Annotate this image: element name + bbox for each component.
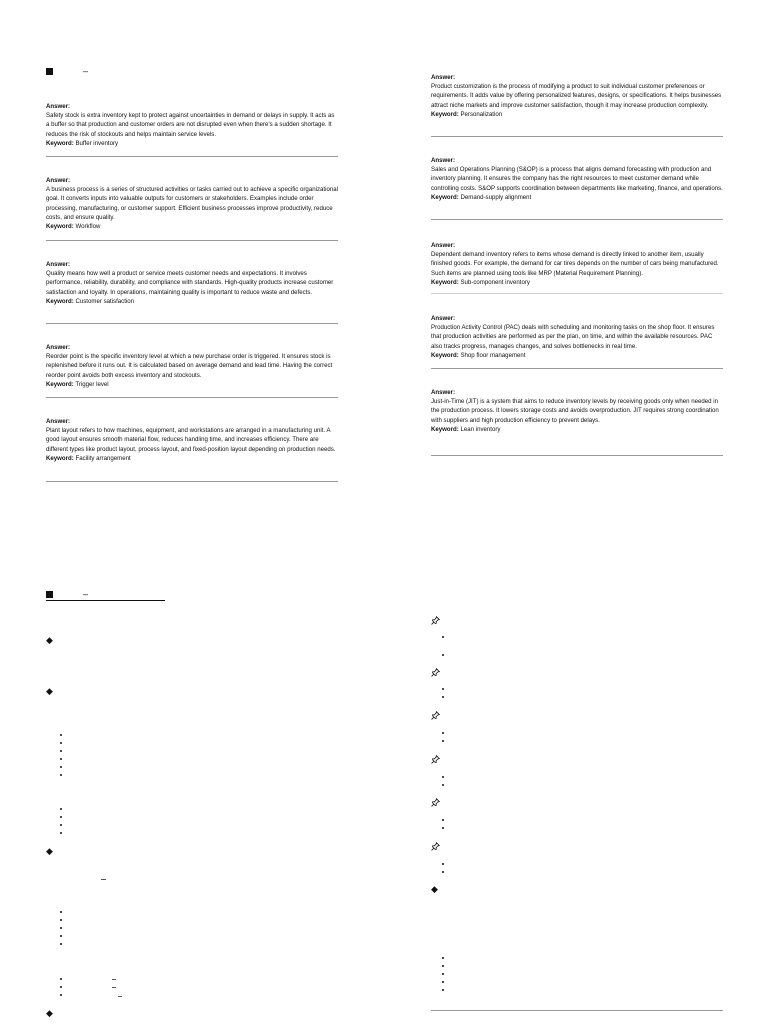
bullet-dot-icon [60, 927, 62, 929]
answer-text: Quality means how well a product or service meets customer needs and expectations. It involves performance, reliability, durability, and compliance with standards. High-quality products increase customer satisfaction and loyalty. In operations, maintaining quality is important to reduce waste and defects. [46, 270, 334, 296]
bullet-dot-icon [442, 973, 444, 975]
keyword-value: Demand-supply alignment [460, 193, 532, 201]
bullet-dot-icon [442, 784, 444, 786]
divider [46, 397, 338, 398]
keyword-label: Keyword: [431, 110, 459, 118]
keyword-label: Keyword: [431, 278, 459, 286]
keyword-label: Keyword: [46, 380, 74, 388]
dash-mark [112, 987, 116, 988]
pushpin-icon [431, 842, 440, 851]
answer-entry-9 [431, 314, 723, 360]
keyword-label: Keyword: [46, 223, 74, 231]
bullet-dot-icon [60, 758, 62, 760]
bullet-dot-icon [442, 827, 444, 829]
divider [431, 219, 723, 220]
bullet-dot-icon [60, 816, 62, 818]
answer-label: Answer: [431, 315, 456, 322]
section-heading-2 [46, 589, 165, 601]
bullet-dot-icon [442, 696, 444, 698]
answer-entry-4 [46, 343, 338, 389]
answer-text: A business process is a series of structured activities or tasks carried out to achieve a specific organizational goal. It converts inputs into valuable outputs for customers or stakeholders. Examples include order processing, manufacturing, or customer support. Efficient business processes improve productivity, reduce costs, and ensure quality. [46, 186, 338, 221]
bullet-dot-icon [60, 935, 62, 937]
bullet-dot-icon [60, 824, 62, 826]
dash-mark [112, 979, 116, 980]
divider [46, 156, 338, 157]
bullet-dot-icon [442, 863, 444, 865]
answer-text: Sales and Operations Planning (S&OP) is a process that aligns demand forecasting with production and inventory planning. It ensures the company has the right resources to meet customer demand while controlling costs. S&OP supports coordination between departments like marketing, finance, and operations. [431, 166, 723, 192]
heading-dash: – [83, 589, 89, 599]
keyword-value: Sub-component inventory [460, 278, 530, 286]
answer-entry-5 [46, 417, 338, 463]
answer-entry-3 [46, 260, 338, 306]
keyword-value: Buffer inventory [75, 139, 119, 147]
bullet-dot-icon [60, 750, 62, 752]
bullet-dot-icon [442, 819, 444, 821]
answer-label: Answer: [46, 344, 71, 351]
bullet-dot-icon [60, 919, 62, 921]
heading-dash: – [83, 66, 89, 76]
bullet-dot-icon [442, 732, 444, 734]
pushpin-icon [431, 668, 440, 677]
dash-mark [118, 996, 122, 997]
bullet-dot-icon [60, 911, 62, 913]
black-diamond-icon: ◆ [46, 1008, 53, 1018]
bullet-dot-icon [60, 943, 62, 945]
answer-entry-6 [431, 73, 723, 119]
bullet-dot-icon [442, 957, 444, 959]
black-square-icon [46, 591, 53, 598]
answer-entry-2 [46, 176, 338, 231]
answer-text: Product customization is the process of modifying a product to suit individual customer preferences or requirements. It adds value by offering personalized features, designs, or specifications. It helps businesses attract niche markets and improve customer satisfaction, though it may increase production complexity. [431, 83, 722, 109]
dash-mark [101, 879, 106, 880]
answer-label: Answer: [46, 418, 71, 425]
bullet-dot-icon [442, 981, 444, 983]
bullet-dot-icon [60, 978, 62, 980]
keyword-label: Keyword: [46, 139, 74, 147]
bullet-dot-icon [442, 871, 444, 873]
divider [431, 293, 723, 294]
bullet-dot-icon [442, 636, 444, 638]
bullet-dot-icon [442, 654, 444, 656]
answer-text: Reorder point is the specific inventory level at which a new purchase order is triggered. It ensures stock is replenished before it runs out. It is calculated based on average demand and lead time. Having the correct reorder point avoids both excess inventory and stockouts. [46, 353, 333, 379]
bullet-dot-icon [442, 740, 444, 742]
keyword-label: Keyword: [46, 454, 74, 462]
black-diamond-icon: ◆ [46, 635, 53, 645]
answer-text: Safety stock is extra inventory kept to protect against uncertainties in demand or delays in supply. It acts as a buffer so that production and customer orders are not disrupted even when there's a sudden shortage. It reduces the risk of stockouts and helps maintain service levels. [46, 112, 335, 138]
black-diamond-icon: ◆ [431, 884, 438, 894]
divider [46, 481, 338, 482]
divider [431, 455, 723, 456]
answer-text: Plant layout refers to how machines, equipment, and workstations are arranged in a manufacturing unit. A good layout ensures smooth material flow, reduces handling time, and increases efficiency. There are different types like product layout, process layout, and fixed-position layout depending on production needs. [46, 427, 336, 453]
divider [46, 323, 338, 324]
keyword-value: Personalization [460, 110, 503, 118]
answer-label: Answer: [431, 389, 456, 396]
keyword-value: Customer satisfaction [75, 297, 135, 305]
answer-entry-1 [46, 102, 338, 148]
keyword-label: Keyword: [431, 351, 459, 359]
bullet-dot-icon [60, 734, 62, 736]
keyword-value: Trigger level [75, 380, 109, 388]
keyword-label: Keyword: [431, 425, 459, 433]
bullet-dot-icon [442, 688, 444, 690]
bullet-dot-icon [60, 774, 62, 776]
pushpin-icon [431, 798, 440, 807]
pushpin-icon [431, 616, 440, 625]
keyword-value: Lean inventory [460, 425, 501, 433]
keyword-label: Keyword: [431, 193, 459, 201]
section-heading-1 [46, 66, 88, 77]
answer-entry-10 [431, 388, 723, 434]
answer-label: Answer: [46, 177, 71, 184]
answer-text: Production Activity Control (PAC) deals with scheduling and monitoring tasks on the shop floor. It ensures that production activities are performed as per the plan, on time, and within the available resources. PAC also tracks progress, manages changes, and solves bottlenecks in real time. [431, 324, 715, 350]
divider [431, 1010, 723, 1011]
keyword-value: Facility arrangement [75, 454, 131, 462]
answer-text: Just-in-Time (JIT) is a system that aims to reduce inventory levels by receiving goods only when needed in the production process. It lowers storage costs and avoids overproduction. JIT requires strong coordination with suppliers and high production efficiency to prevent delays. [431, 398, 719, 424]
answer-label: Answer: [431, 157, 456, 164]
keyword-value: Workflow [75, 223, 101, 231]
answer-entry-8 [431, 241, 723, 287]
answer-entry-7 [431, 156, 723, 202]
black-diamond-icon: ◆ [46, 686, 53, 696]
divider [431, 368, 723, 369]
bullet-dot-icon [60, 986, 62, 988]
pushpin-icon [431, 755, 440, 764]
answer-label: Answer: [46, 103, 71, 110]
bullet-dot-icon [60, 832, 62, 834]
black-diamond-icon: ◆ [46, 846, 53, 856]
bullet-dot-icon [442, 965, 444, 967]
bullet-dot-icon [60, 994, 62, 996]
bullet-dot-icon [60, 742, 62, 744]
divider [431, 136, 723, 137]
bullet-dot-icon [442, 989, 444, 991]
answer-text: Dependent demand inventory refers to items whose demand is directly linked to another item, usually finished goods. For example, the demand for car tires depends on the number of cars being manufactured. Such items are planned using tools like MRP (Material Requirement Planning). [431, 251, 719, 277]
answer-label: Answer: [46, 261, 71, 268]
bullet-dot-icon [60, 766, 62, 768]
bullet-dot-icon [442, 776, 444, 778]
keyword-value: Shop floor management [460, 351, 526, 359]
pushpin-icon [431, 711, 440, 720]
keyword-label: Keyword: [46, 297, 74, 305]
black-square-icon [46, 68, 53, 75]
divider [46, 240, 338, 241]
bullet-dot-icon [60, 808, 62, 810]
answer-label: Answer: [431, 242, 456, 249]
answer-label: Answer: [431, 74, 456, 81]
